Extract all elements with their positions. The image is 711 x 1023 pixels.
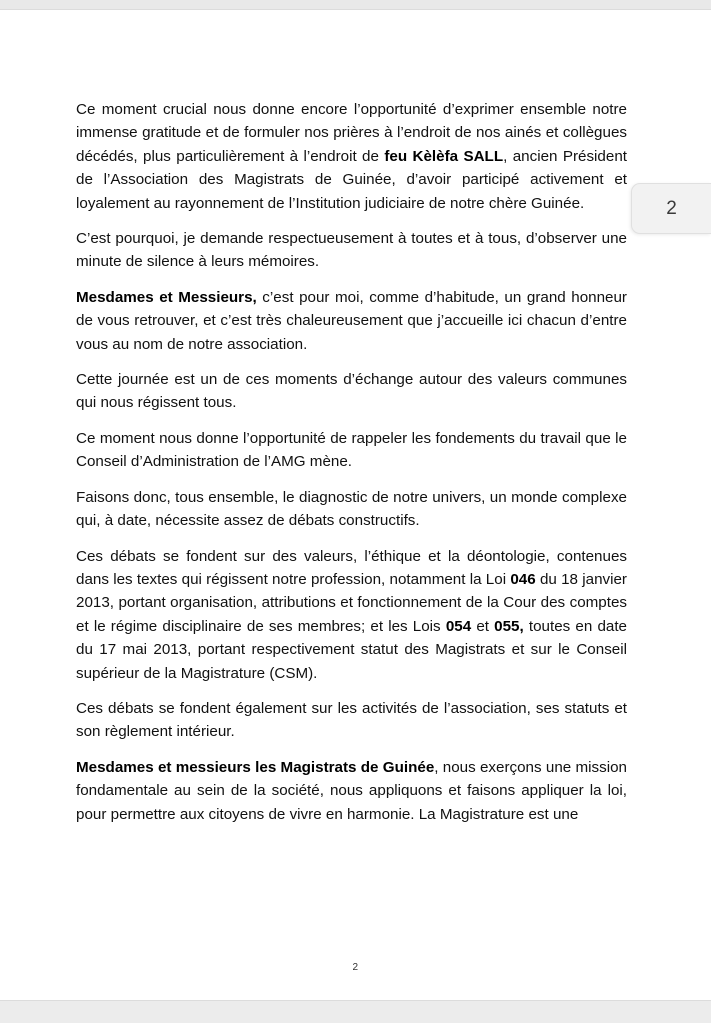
page-footer-number: 2: [352, 962, 359, 973]
paragraph: [76, 756, 627, 826]
paragraph-run: , ancien Président de l’Association des Magistrats de Guinée, d’avoir participé activement et loyalement au rayonnement de l’Institution judiciaire de notre chère Guinée.: [76, 147, 627, 212]
paragraph-bold-run: 055,: [494, 617, 524, 635]
paragraph: [76, 486, 627, 533]
paragraph-bold-run: Mesdames et messieurs les Magistrats de Guinée: [76, 758, 435, 776]
paragraph-run: Ce moment crucial nous donne encore l’opportunité d’exprimer ensemble notre immense gratitude et de formuler nos prières à l’endroit de nos ainés et collègues décédés, plus particulièrement à l’endroit de: [76, 101, 627, 165]
paragraph-bold-run: feu Kèlèfa SALL: [384, 147, 504, 165]
viewer-bottom-bar: [0, 1000, 711, 1023]
paragraph: [76, 286, 627, 356]
paragraph-run: et: [471, 617, 495, 635]
paragraph-run: Faisons donc, tous ensemble, le diagnostic de notre univers, un monde complexe qui, à date, nécessite assez de débats constructifs.: [76, 488, 627, 530]
paragraph-run: c’est pour moi, comme d’habitude, un grand honneur de vous retrouver, et c’est très chaleureusement que j’accueille ici chacun d’entre vous au nom de notre association.: [76, 288, 627, 353]
page-number-badge[interactable]: 2: [631, 183, 711, 234]
document-page: [0, 10, 711, 1000]
paragraph: [76, 227, 627, 274]
paragraph-run: Cette journée est un de ces moments d’échange autour des valeurs communes qui nous régissent tous.: [76, 371, 627, 412]
paragraph: [76, 545, 627, 685]
paragraph-run: Ces débats se fondent également sur les activités de l’association, ses statuts et son règlement intérieur.: [76, 699, 627, 741]
paragraph-run: toutes en date du 17 mai 2013, portant respectivement statut des Magistrats et sur le Conseil supérieur de la Magistrature (CSM).: [76, 617, 627, 682]
paragraph-run: C’est pourquoi, je demande respectueusement à toutes et à tous, d’observer une minute de silence à leurs mémoires.: [76, 230, 627, 271]
paragraph: [76, 427, 627, 474]
paragraph: [76, 368, 627, 415]
paragraph: [76, 697, 627, 744]
paragraph-bold-run: 046: [510, 570, 536, 588]
paragraph-run: du 18 janvier 2013, portant organisation, attributions et fonctionnement de la Cour des comptes et le régime disciplinaire de ses membres; et les Lois: [76, 570, 627, 635]
paragraph-bold-run: Mesdames et Messieurs,: [76, 288, 257, 306]
document-text-body: [76, 98, 627, 826]
paragraph: [76, 98, 627, 215]
paragraph-run: , nous exerçons une mission fondamentale au sein de la société, nous appliquons et faisons appliquer la loi, pour permettre aux citoyens de vivre en harmonie. La Magistrature est une: [76, 758, 627, 823]
viewer-top-bar: [0, 0, 711, 10]
paragraph-run: Ces débats se fondent sur des valeurs, l’éthique et la déontologie, contenues dans les textes qui régissent notre profession, notamment la Loi: [76, 547, 627, 588]
paragraph-run: Ce moment nous donne l’opportunité de rappeler les fondements du travail que le Conseil d’Administration de l’AMG mène.: [76, 429, 627, 471]
paragraph-bold-run: 054: [445, 617, 472, 635]
